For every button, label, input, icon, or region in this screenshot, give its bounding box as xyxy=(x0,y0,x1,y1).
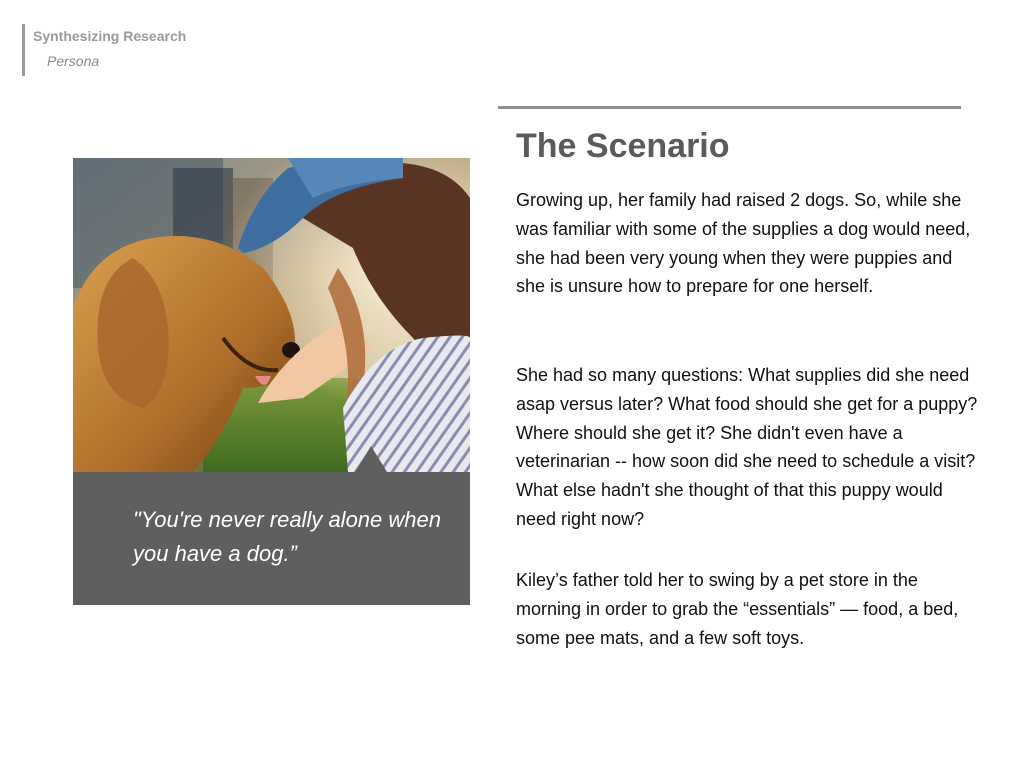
scenario-title: The Scenario xyxy=(516,127,730,165)
breadcrumb-section: Synthesizing Research xyxy=(33,28,187,44)
breadcrumb-subsection: Persona xyxy=(47,53,100,69)
heading-rule xyxy=(498,106,961,109)
dog-and-woman-photo xyxy=(73,158,470,472)
scenario-paragraph: Growing up, her family had raised 2 dogs. So, while she was familiar with some of the supplies a dog would need, she had been very young when they were puppies and she is unsure how to prepare for one herself. xyxy=(516,190,971,297)
quote-text: "You're never really alone when you have a dog.” xyxy=(133,507,441,566)
breadcrumb xyxy=(22,24,187,76)
scenario-paragraph: She had so many questions: What supplies did she need asap versus later? What food should she get for a puppy? Where should she get it? She didn't even have a veterinarian -- how soon did she need to schedule a visit? What else hadn't she thought of that this puppy would need right now? xyxy=(516,365,978,529)
quote-pointer xyxy=(355,446,387,472)
quote-box xyxy=(73,472,470,605)
scenario-paragraph: Kiley’s father told her to swing by a pet store in the morning in order to grab the “essentials” — food, a bed, some pee mats, and a few soft toys. xyxy=(516,570,959,648)
